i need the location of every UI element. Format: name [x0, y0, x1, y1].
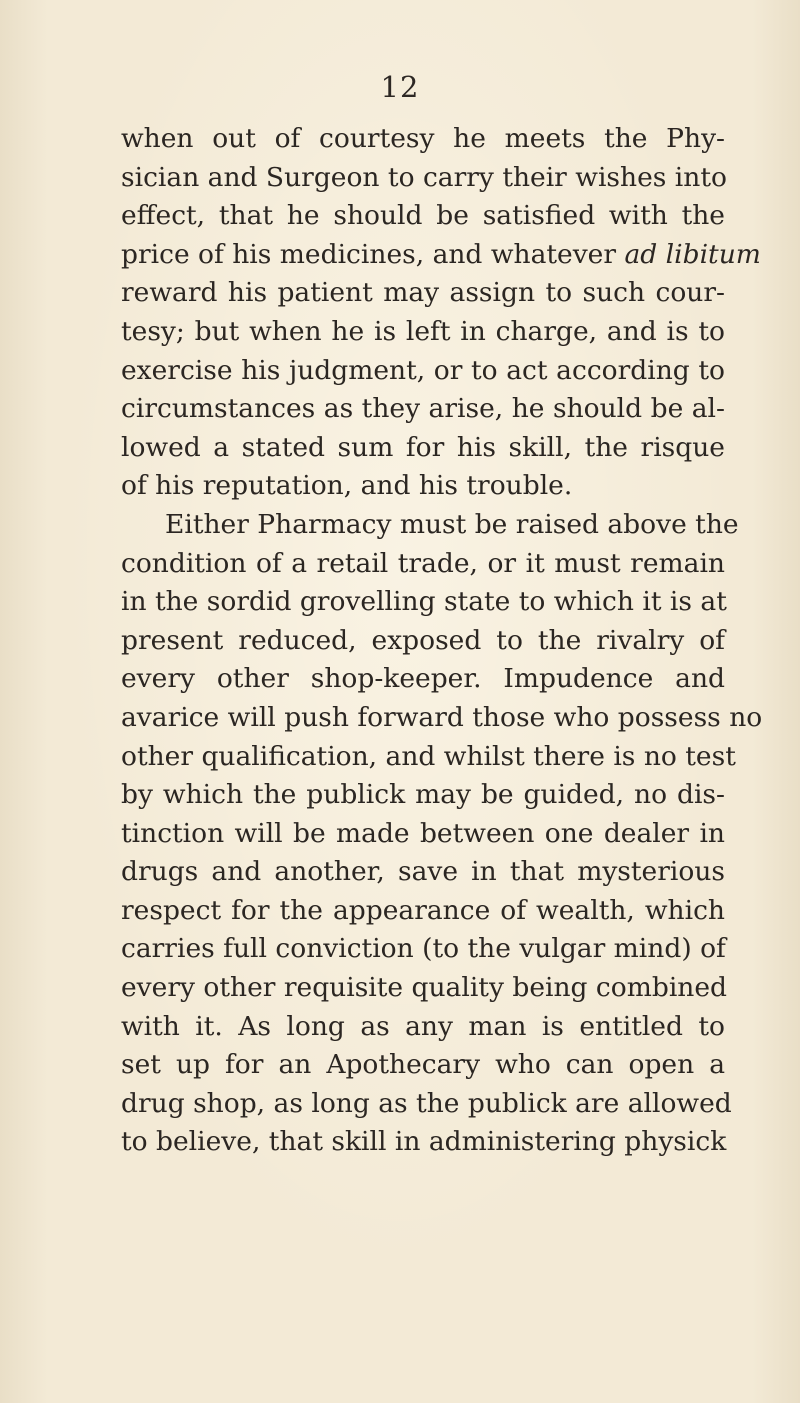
text-line-17: other qualification, and whilst there is no test — [121, 740, 736, 772]
text-line-16: avarice will push forward those who possess no — [121, 701, 763, 733]
text-line-21: respect for the appearance of wealth, which — [121, 894, 725, 926]
text-line-15: every other shop-keeper. Impudence and — [121, 663, 725, 695]
text-line-10: of his reputation, and his trouble. — [121, 470, 573, 502]
text-line-27: to believe, that skill in administering physick — [121, 1126, 727, 1158]
text-line-25: set up for an Apothecary who can open a — [121, 1049, 725, 1081]
text-line-4 — [121, 236, 761, 275]
text-line-8: circumstances as they arise, he should be al- — [121, 393, 725, 425]
text-line-13: in the sordid grovelling state to which it is at — [121, 586, 727, 618]
text-line-6: tesy; but when he is left in charge, and is to — [121, 315, 725, 347]
text-line-3: effect, that he should be satisfied with the — [121, 200, 725, 232]
text-line-23: every other requisite quality being combined — [121, 972, 728, 1004]
body-text — [121, 120, 763, 1162]
text-line-2: sician and Surgeon to carry their wishes into — [121, 161, 727, 193]
text-line-18: by which the publick may be guided, no dis- — [121, 779, 725, 811]
text-line-4-roman: price of his medicines, and whatever — [121, 238, 617, 270]
text-line-24: with it. As long as any man is entitled to — [121, 1010, 725, 1042]
text-line-12: condition of a retail trade, or it must remain — [121, 547, 725, 579]
text-line-4-italic: ad libitum — [624, 238, 761, 270]
text-line-11: Either Pharmacy must be raised above the — [165, 508, 739, 540]
text-line-22: carries full conviction (to the vulgar mind) of — [121, 933, 726, 965]
text-line-9: lowed a stated sum for his skill, the risque — [121, 431, 725, 463]
text-line-19: tinction will be made between one dealer in — [121, 817, 725, 849]
page-number: 12 — [380, 70, 420, 104]
text-line-14: present reduced, exposed to the rivalry of — [121, 624, 725, 656]
text-line-1: when out of courtesy he meets the Phy- — [121, 123, 725, 154]
text-line-26: drug shop, as long as the publick are allowed — [121, 1087, 732, 1119]
text-line-20: drugs and another, save in that mysterious — [121, 856, 725, 888]
text-line-7: exercise his judgment, or to act according to — [121, 354, 725, 386]
text-line-5: reward his patient may assign to such cour- — [121, 277, 725, 309]
